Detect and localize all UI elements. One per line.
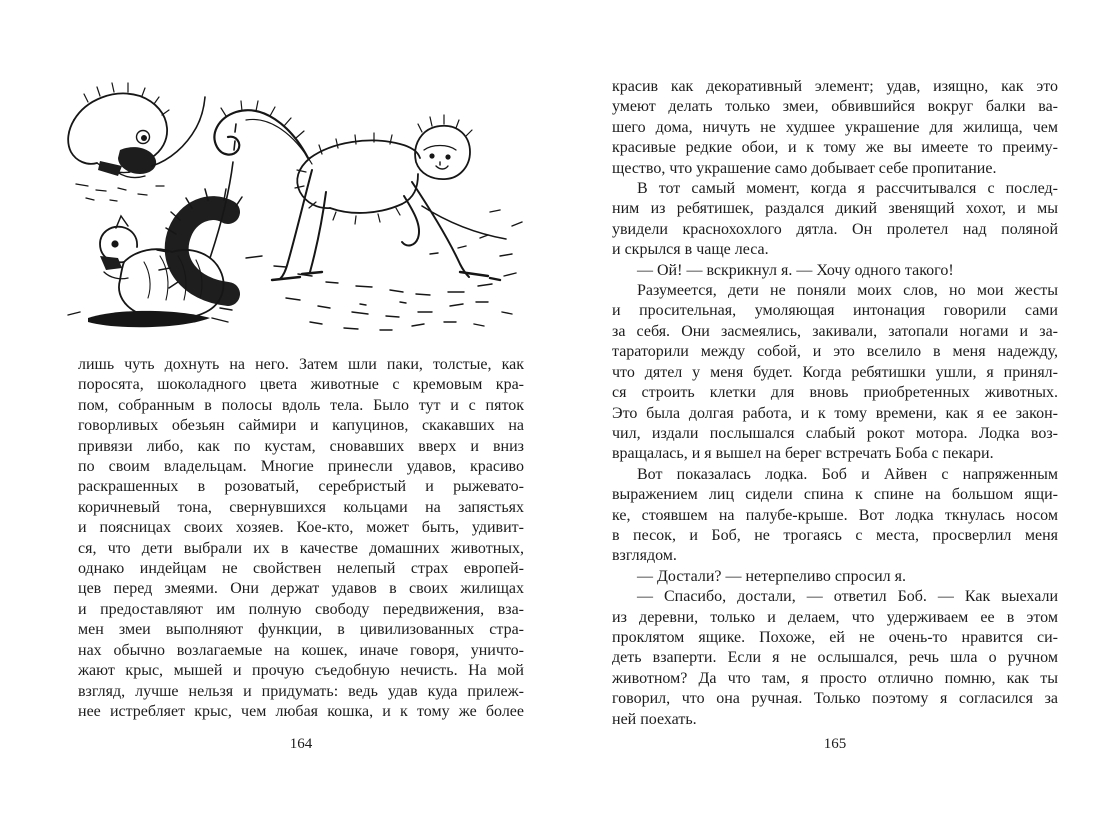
text-line: взглядом. (612, 547, 677, 565)
text-line: тараторили между собой, и это вселило в меня надежду, (612, 343, 1058, 361)
text-line: ся строить клетки для вновь приобретенных животных. (612, 384, 1058, 402)
page-number-left: 164 (289, 736, 313, 752)
text-line: деть взаперти. Если я не ослышался, речь шла о ручном (612, 649, 1058, 667)
paragraph (612, 587, 1058, 730)
ground-strokes (246, 210, 522, 330)
paragraph (612, 281, 1058, 465)
page-number-right: 165 (823, 736, 847, 752)
text-line: умеют делать только змеи, обвившийся вокруг балки ва- (612, 98, 1058, 116)
text-line: привязи либо, как по кустам, сновавших вверх и вниз (78, 437, 524, 455)
text-line: шего дома, ничуть не худшее украшение для жилища, чем (612, 118, 1058, 136)
text-line: ней поехать. (612, 710, 697, 728)
text-line: лишь чуть дохнуть на него. Затем шли паки, толстые, как (78, 356, 524, 373)
paragraph (612, 567, 1058, 587)
left-page-text (78, 355, 524, 722)
text-line: вращалась, и я вышел на берег встречать Боба с пекари. (612, 445, 994, 463)
paragraph (612, 261, 1058, 281)
text-line: ним из ребятишек, раздался дикий звенящий хохот, и мы (612, 200, 1058, 218)
text-line: в песок, и Боб, не трогаясь с места, просверлил меня (612, 526, 1058, 544)
text-line: жают крыс, мышей и прочую съедобную нечисть. На мой (78, 662, 524, 680)
text-line: говорил, что она ручная. Только поэтому я согласился за (612, 690, 1058, 708)
text-line: и предоставляют им полную свободу передвижения, вза- (78, 600, 524, 618)
text-line: — Спасибо, достали, — ответил Боб. — Как выехали (637, 588, 1058, 606)
text-line: выражением лиц сидели спина к спине на большом ящи- (612, 486, 1058, 504)
text-line: поросята, шоколадного цвета животные с кремовым кра- (78, 376, 524, 394)
text-line: говорливых обезьян саймири и капуцинов, скакавших на (78, 417, 524, 435)
text-line: однако индейцам не свойствен нелепый страх европей- (78, 560, 524, 578)
paragraph (612, 77, 1058, 179)
text-line: и поясницах своих хозяев. Кое-кто, может быть, удивит- (78, 519, 524, 537)
book-illustration (60, 66, 545, 351)
text-line: за себя. Они засмеялись, закивали, затопали ногами и за- (612, 322, 1058, 340)
text-line: и скрылся в чаще леса. (612, 241, 769, 259)
text-line: из деревни, только и делаем, что удерживаем ее в этом (612, 608, 1058, 626)
text-line: красивые редкие обои, и к тому же вы имеете то преиму- (612, 139, 1058, 157)
text-line: увидели краснохохлого дятла. Он пролетел над поляной (612, 220, 1058, 238)
text-line: — Достали? — нетерпеливо спросил я. (637, 567, 906, 585)
text-line: и просительная, умоляющая интонация говорили сами (612, 302, 1058, 320)
text-line: В тот самый момент, когда я рассчитывался с послед- (637, 180, 1058, 198)
capuchin-monkey-drawing (214, 101, 506, 280)
text-line: проклятом ящике. Похоже, ей не очень-то нравится си- (612, 628, 1058, 646)
paragraph (612, 179, 1058, 261)
text-line: раскрашенных в розоватый, серебристый и рыжевато- (78, 478, 524, 496)
text-line: Это была долгая работа, и к тому времени, как я ее закон- (612, 404, 1058, 422)
text-line: красив как декоративный элемент; удав, изящно, как это (612, 78, 1058, 95)
text-line: пом, собранным в полосы вдоль тела. Было тут и с пяток (78, 396, 524, 414)
paragraph (78, 355, 524, 722)
text-line: мен змеи выполняют функции, в цивилизованных стра- (78, 621, 524, 639)
monkey-head-drawing (68, 83, 205, 201)
text-line: Разумеется, дети не поняли моих слов, но мои жесты (637, 282, 1058, 300)
text-line: Вот показалась лодка. Боб и Айвен с напряженным (637, 465, 1058, 483)
text-line: животном? Да что там, я просто отлично помню, как ты (612, 669, 1058, 687)
text-line: нее истребляет крыс, чем любая кошка, и к тому же более (78, 702, 524, 720)
text-line: что дятел у меня будет. Когда ребятишки ушли, я принял- (612, 363, 1058, 381)
text-line: чил, издали послышался слабый рокот мотора. Лодка воз- (612, 424, 1058, 442)
text-line: ся, что дети выбрали их в качестве домашних животных, (78, 539, 524, 557)
text-line: цев перед змеями. Они держат удавов в своих жилищах (78, 580, 524, 598)
text-line: взгляд, лучше нельзя и придумать: ведь удав куда прилеж- (78, 682, 524, 700)
text-line: ке, стоявшем на палубе-крыше. Вот лодка ткнулась носом (612, 506, 1058, 524)
right-page-text (612, 77, 1058, 730)
paragraph (612, 465, 1058, 567)
text-line: — Ой! — вскрикнул я. — Хочу одного такого! (637, 261, 954, 279)
text-line: нах обычно возлагаемые на кошек, иначе говоря, уничто- (78, 641, 524, 659)
text-line: коричневый тона, свернувшихся кольцами на запястьях (78, 498, 524, 516)
text-line: щество, что украшение само добывает себе пропитание. (612, 159, 997, 177)
text-line: по своим владельцам. Многие принесли удавов, красиво (78, 458, 524, 476)
